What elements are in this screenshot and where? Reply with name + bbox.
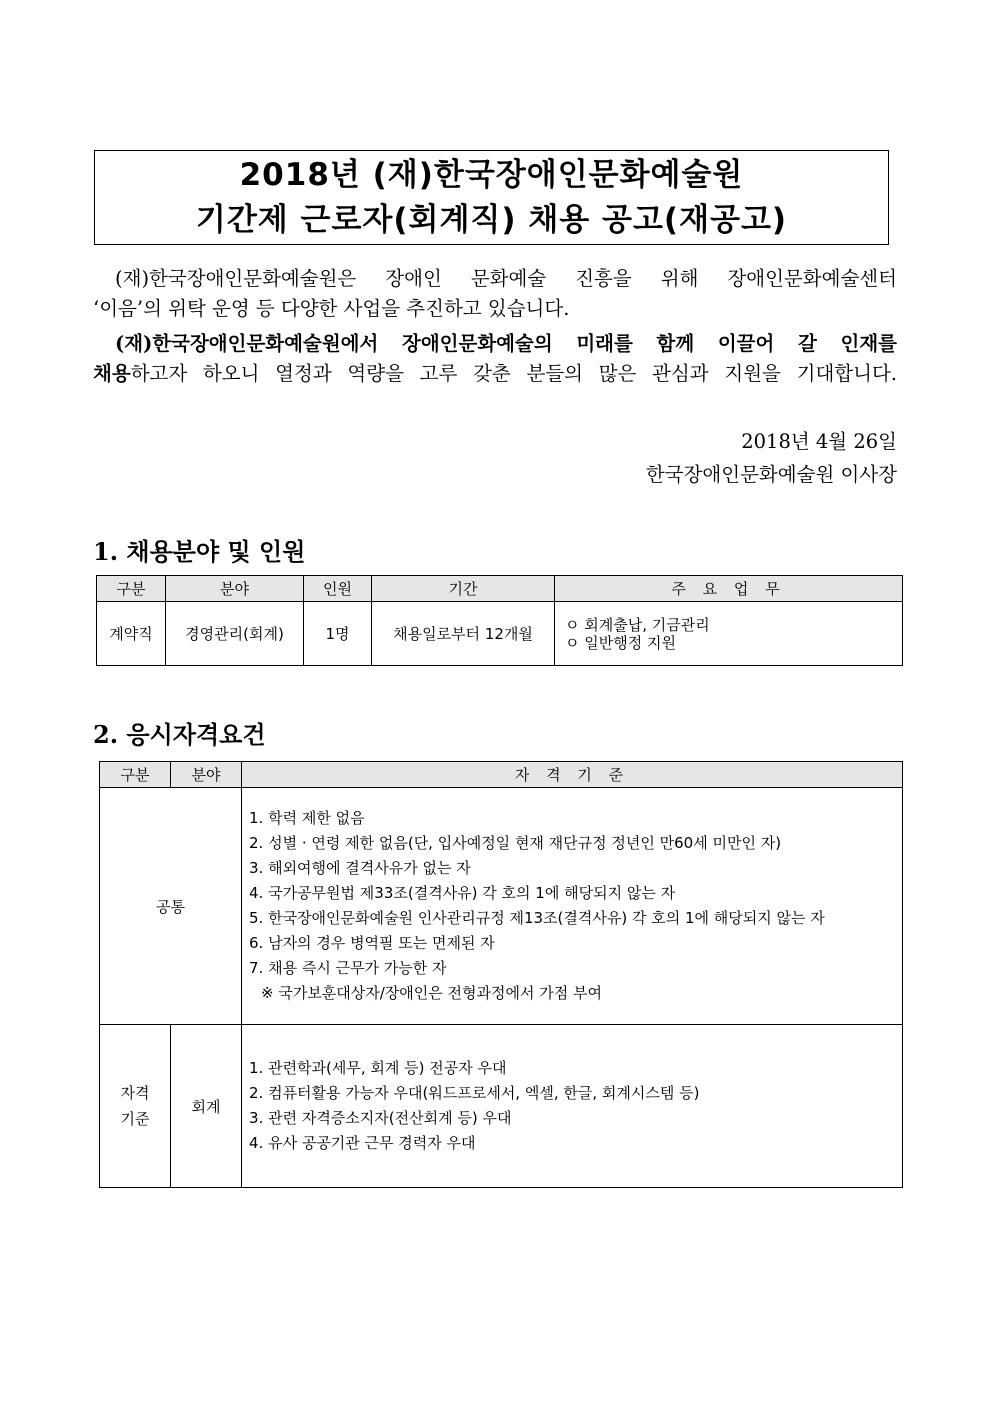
criteria-item: 1. 관련학과(세무, 회계 등) 전공자 우대 [249,1059,507,1077]
header-duties: 주 요 업 무 [555,576,903,602]
section2-title: 2. 응시자격요건 [93,720,266,749]
cell-type: 계약직 [97,602,166,666]
intro-p2-line1: (재)한국장애인문화예술원에서 장애인문화예술의 미래를 함께 이끌어 갈 인재를 [115,332,897,355]
section1-title: 1. 채용분야 및 인원 [93,537,306,566]
intro-paragraph-2 [93,329,897,389]
criteria-item: 2. 성별 · 연령 제한 없음(단, 입사예정일 현재 재단규정 정년인 만60세 미만인 자) [249,834,782,852]
duty-item: ㅇ 회계출납, 기금관리 [565,615,710,634]
common-row [100,788,903,1025]
header-field: 분야 [166,576,304,602]
intro-p2-line2 [93,359,897,389]
qualification-label [100,1025,171,1188]
recruitment-header-row [97,576,903,602]
notice-date: 2018년 4월 26일 [741,430,897,453]
criteria-item: 2. 컴퓨터활용 가능자 우대(워드프로세서, 엑셀, 한글, 회계시스템 등) [249,1084,700,1102]
criteria-item: 1. 학력 제한 없음 [249,809,365,827]
header-category: 구분 [97,576,166,602]
header-count: 인원 [304,576,372,602]
criteria-item: 7. 채용 즉시 근무가 가능한 자 [249,959,447,977]
intro-p1-line1: (재)한국장애인문화예술원은 장애인 문화예술 진흥을 위해 장애인문화예술센터 [115,267,897,290]
cell-field: 경영관리(회계) [166,602,304,666]
duty-item: ㅇ 일반행정 지원 [565,633,676,652]
criteria-item: 5. 한국장애인문화예술원 인사관리규정 제13조(결격사유) 각 호의 1에 해당되지 않는 자 [249,909,825,927]
header-criteria: 자 격 기 준 [242,762,903,788]
criteria-note: ※ 국가보훈대상자/장애인은 전형과정에서 가점 부여 [261,984,602,1002]
intro-p2-bold-word: 채용 [93,362,131,385]
cell-duties [555,602,903,666]
recruitment-row [97,602,903,666]
notice-signer: 한국장애인문화예술원 이사장 [645,463,897,486]
intro-p2-line2-rest: 하고자 하오니 열정과 역량을 고루 갖춘 분들의 많은 관심과 지원을 기대합니다. [130,362,897,385]
header-field: 분야 [171,762,242,788]
notice-title-line1: 2018년 (재)한국장애인문화예술원 [239,157,744,193]
intro-p1-line2: ‘이음’의 위탁 운영 등 다양한 사업을 추진하고 있습니다. [93,297,570,320]
qualification-row [100,1025,903,1188]
common-label: 공통 [100,788,242,1025]
criteria-item: 3. 관련 자격증소지자(전산회계 등) 우대 [249,1109,512,1127]
cell-period: 채용일로부터 12개월 [372,602,555,666]
intro-paragraph-1 [93,264,897,324]
header-category: 구분 [100,762,171,788]
recruitment-table [96,575,903,666]
criteria-item: 4. 유사 공공기관 근무 경력자 우대 [249,1134,476,1152]
qualification-label-line2: 기준 [120,1110,150,1128]
qualification-criteria [242,1025,903,1188]
qualification-header-row [100,762,903,788]
criteria-item: 4. 국가공무원법 제33조(결격사유) 각 호의 1에 해당되지 않는 자 [249,884,676,902]
notice-title-box [94,150,889,245]
criteria-item: 6. 남자의 경우 병역필 또는 면제된 자 [249,934,495,952]
header-period: 기간 [372,576,555,602]
notice-title-line2: 기간제 근로자(회계직) 채용 공고(재공고) [195,202,788,238]
qualification-field: 회계 [171,1025,242,1188]
qualification-label-line1: 자격 [120,1084,150,1102]
cell-count: 1명 [304,602,372,666]
common-criteria [242,788,903,1025]
criteria-item: 3. 해외여행에 결격사유가 없는 자 [249,859,471,877]
qualification-table [99,761,903,1188]
